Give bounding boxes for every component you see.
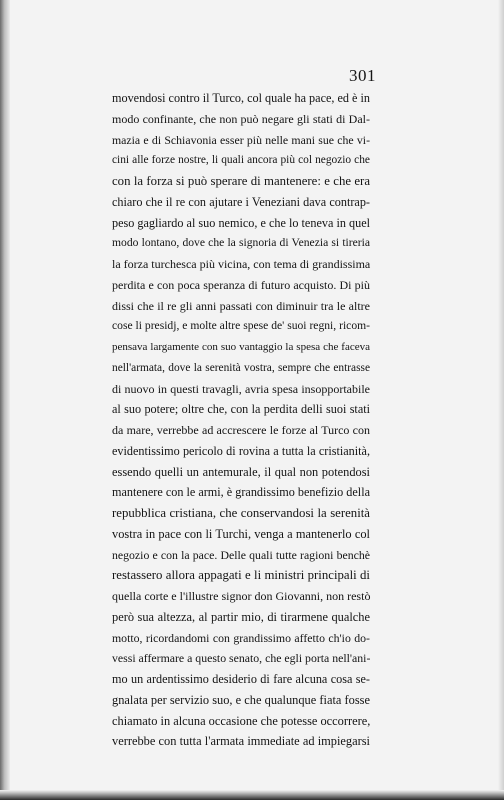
text-line: evidentissimo pericolo di rovina a tutta la cristianità, [112, 443, 370, 458]
text-line: peso gagliardo al suo nemico, e che lo teneva in quel [112, 215, 370, 230]
text-line: quella corte e l'illustre signor don Giovanni, non restò [112, 589, 371, 603]
text-line: movendosi contro il Turco, col quale ha pace, ed è in [112, 91, 370, 105]
text-line: dissi che il re gli anni passati con diminuir tra le altre [112, 298, 370, 313]
page-gutter-shadow [0, 0, 10, 800]
body-text [112, 88, 370, 752]
text-line: mantenere con le armi, è grandissimo benefizio della [112, 485, 370, 500]
text-line: con la forza si può sperare di mantenere: e che era [112, 174, 370, 188]
text-line: pensava largamente con suo vantaggio la spesa che faceva [112, 341, 370, 353]
text-line: chiamato in alcuna occasione che potesse occorrere, [112, 713, 371, 728]
text-line: mo un ardentissimo desiderio di fare alcuna cosa se- [112, 672, 370, 686]
text-line: cose li presidj, e molte altre spese de' suoi regni, ricom- [112, 319, 370, 333]
text-line: modo lontano, dove che la signoria di Venezia si tireria [112, 236, 370, 250]
text-line: da mare, verrebbe ad accrescere le forze al Turco con [112, 423, 370, 437]
text-line: essendo quelli un antemurale, il qual non potendosi [112, 464, 370, 479]
text-line: repubblica cristiana, che conservandosi la serenità [112, 506, 370, 520]
text-line: restassero allora appagati e li ministri principali di [112, 568, 370, 583]
text-line: vessi affermare a questo senato, che egli porta nell'ani- [112, 651, 371, 666]
text-line: la forza turchesca più vicina, con tema di grandissima [112, 257, 371, 271]
text-line: modo confinante, che non può negare gli stati di Dal- [112, 111, 370, 126]
text-line: motto, ricordandomi con grandissimo affetto ch'io do- [112, 630, 370, 645]
page-edge-bottom [0, 790, 504, 800]
text-line: verrebbe con tutta l'armata immediate ad impiegarsi [112, 734, 370, 749]
text-line: nell'armata, dove la serenità vostra, sempre che entrasse [112, 361, 370, 374]
text-line: al suo potere; oltre che, con la perdita delli suoi stati [112, 402, 370, 417]
text-line: chiaro che il re con ajutare i Veneziani dava contrap- [112, 194, 370, 209]
text-line: di nuovo in questi travagli, avria spesa insopportabile [112, 381, 370, 396]
text-line: però sua altezza, al partir mio, di tirarmene qualche [112, 609, 370, 624]
text-line: perdita e con poca speranza di futuro acquisto. Di più [112, 277, 370, 292]
text-line: mazia e di Schiavonia esser più nelle mani sue che vi- [112, 132, 370, 147]
text-line: negozio e con la pace. Delle quali tutte ragioni benchè [112, 547, 370, 562]
text-line: vostra in pace con li Turchi, venga a mantenerlo col [112, 526, 370, 541]
text-line: gnalata per servizio suo, e che qualunque fiata fosse [112, 692, 370, 707]
page-number: 301 [349, 66, 376, 85]
page-edge-right [498, 0, 504, 800]
text-line: cini alle forze nostre, li quali ancora più col negozio che [112, 154, 370, 167]
